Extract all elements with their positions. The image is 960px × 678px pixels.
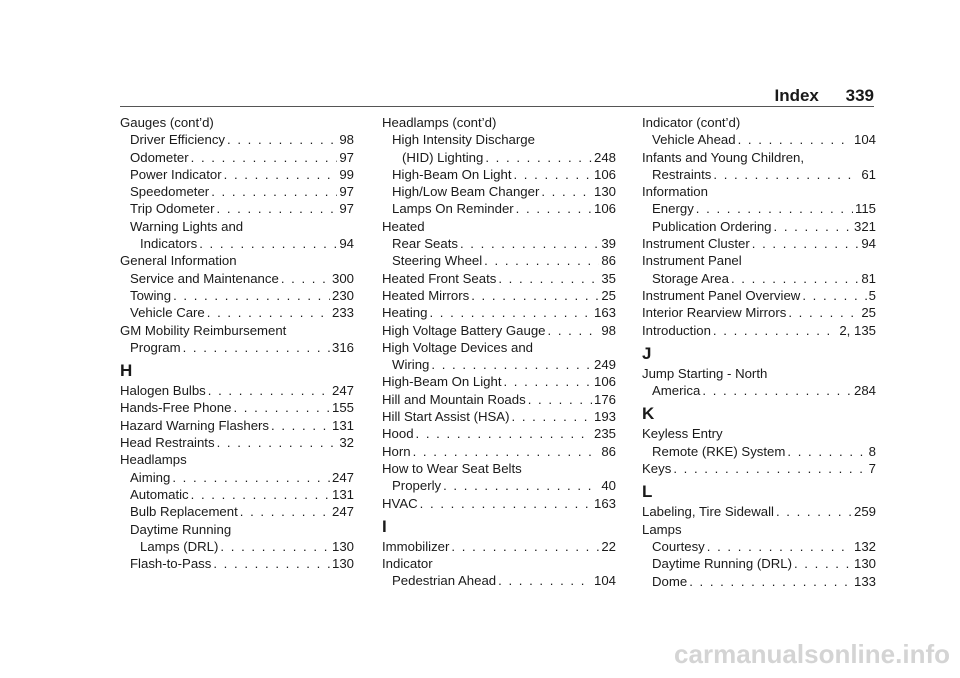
entry-page-number: 106 <box>593 374 616 390</box>
dot-leader <box>233 399 330 416</box>
entry-text: Immobilizer <box>382 538 450 554</box>
index-entry <box>382 322 616 339</box>
entry-page-number: 98 <box>339 132 354 148</box>
entry-text: Lamps <box>642 521 682 537</box>
entry-text: Indicators <box>140 236 198 252</box>
page-title: Index <box>774 86 819 105</box>
dot-leader <box>702 382 852 399</box>
entry-text: Power Indicator <box>130 166 222 182</box>
index-entry <box>642 131 876 148</box>
entry-text: High-Beam On Light <box>382 374 502 390</box>
index-entry <box>120 252 354 269</box>
entry-page-number: 94 <box>339 236 354 252</box>
entry-text: Odometer <box>130 149 189 165</box>
entry-page-number: 39 <box>601 236 616 252</box>
entry-page-number: 99 <box>339 166 354 182</box>
entry-text: Dome <box>652 573 688 589</box>
entry-page-number: 235 <box>593 426 616 442</box>
entry-page-number: 97 <box>339 149 354 165</box>
index-entry <box>382 408 616 425</box>
entry-text: Headlamps (cont’d) <box>382 115 497 130</box>
entry-text: Flash-to-Pass <box>130 556 212 572</box>
entry-text: Properly <box>392 478 442 494</box>
index-entry <box>120 417 354 434</box>
entry-text: Courtesy <box>652 538 705 554</box>
entry-page-number: 115 <box>854 201 876 217</box>
entry-text: High/Low Beam Changer <box>392 184 540 200</box>
index-entry <box>642 573 876 590</box>
index-entry <box>382 252 616 269</box>
dot-leader <box>224 166 338 183</box>
index-entry <box>642 538 876 555</box>
index-entry <box>120 521 354 538</box>
entry-text: Horn <box>382 443 411 459</box>
entry-text: Remote (RKE) System <box>652 443 786 459</box>
index-entry <box>642 443 876 460</box>
dot-leader <box>528 391 592 408</box>
entry-text: Rear Seats <box>392 236 458 252</box>
entry-page-number: 321 <box>853 218 876 234</box>
page-number: 339 <box>845 86 874 105</box>
entry-text: Program <box>130 339 181 355</box>
entry-text: Headlamps <box>120 452 187 468</box>
dot-leader <box>173 287 330 304</box>
entry-text: Energy <box>652 201 694 217</box>
index-entry <box>382 200 616 217</box>
dot-leader <box>429 304 592 321</box>
index-entry <box>642 365 876 382</box>
entry-page-number: 131 <box>331 417 354 433</box>
entry-text: GM Mobility Reimbursement <box>120 322 287 338</box>
index-entry <box>382 166 616 183</box>
dot-leader <box>451 538 599 555</box>
entry-text: Halogen Bulbs <box>120 383 206 399</box>
index-entry <box>120 451 354 468</box>
dot-leader <box>191 486 330 503</box>
dot-leader <box>484 252 599 269</box>
entry-page-number: 259 <box>853 504 876 520</box>
index-entry <box>382 443 616 460</box>
index-entry <box>120 538 354 555</box>
entry-text: Heated Front Seats <box>382 270 497 286</box>
entry-text: Lamps On Reminder <box>392 201 514 217</box>
dot-leader <box>217 434 338 451</box>
index-column-2 <box>382 114 616 590</box>
index-entry <box>382 538 616 555</box>
entry-text: Hill Start Assist (HSA) <box>382 409 510 425</box>
entry-text: Towing <box>130 287 172 303</box>
index-entry <box>382 131 616 148</box>
entry-page-number: 5 <box>868 287 876 303</box>
entry-page-number: 247 <box>331 504 354 520</box>
entry-text: Interior Rearview Mirrors <box>642 305 787 321</box>
entry-page-number: 32 <box>339 435 354 451</box>
entry-page-number: 130 <box>853 556 876 572</box>
entry-page-number: 2, 135 <box>839 322 876 338</box>
index-entry <box>382 218 616 235</box>
index-entry <box>120 200 354 217</box>
dot-leader <box>281 270 330 287</box>
section-letter: H <box>120 361 133 381</box>
entry-text: (HID) Lighting <box>402 149 484 165</box>
entry-text: Speedometer <box>130 184 210 200</box>
index-entry <box>120 287 354 304</box>
entry-text: Daytime Running (DRL) <box>652 556 792 572</box>
entry-text: Vehicle Care <box>130 305 205 321</box>
entry-text: How to Wear Seat Belts <box>382 460 522 476</box>
entry-text: America <box>652 383 701 399</box>
dot-leader <box>776 503 852 520</box>
entry-page-number: 22 <box>601 538 616 554</box>
dot-leader <box>443 477 599 494</box>
entry-page-number: 25 <box>861 305 876 321</box>
entry-page-number: 155 <box>331 400 354 416</box>
watermark: carmanualsonline.info <box>674 639 950 669</box>
entry-text: Aiming <box>130 469 171 485</box>
index-entry <box>642 521 876 538</box>
entry-page-number: 94 <box>861 236 876 252</box>
index-entry <box>120 235 354 252</box>
entry-page-number: 81 <box>861 270 876 286</box>
dot-leader <box>731 270 859 287</box>
entry-page-number: 132 <box>853 538 876 554</box>
entry-page-number: 25 <box>601 287 616 303</box>
entry-text: Labeling, Tire Sidewall <box>642 504 774 520</box>
entry-text: Keys <box>642 461 672 477</box>
index-entry <box>382 373 616 390</box>
dot-leader <box>802 287 866 304</box>
index-entry <box>120 183 354 200</box>
index-entry <box>382 270 616 287</box>
entry-page-number: 106 <box>593 201 616 217</box>
entry-page-number: 7 <box>868 461 876 477</box>
entry-text: Driver Efficiency <box>130 132 226 148</box>
entry-page-number: 8 <box>868 443 876 459</box>
entry-page-number: 316 <box>331 339 354 355</box>
index-entry <box>120 399 354 416</box>
entry-text: Infants and Young Children, <box>642 149 805 165</box>
entry-text: Warning Lights and <box>130 218 244 234</box>
dot-leader <box>217 200 338 217</box>
index-entry <box>382 114 616 131</box>
section-letter: I <box>382 516 387 536</box>
index-entry <box>382 304 616 321</box>
dot-leader <box>503 373 592 390</box>
index-entry <box>120 304 354 321</box>
index-entry <box>382 391 616 408</box>
entry-text: Information <box>642 184 708 200</box>
dot-leader <box>191 149 338 166</box>
entry-text: Hands-Free Phone <box>120 400 232 416</box>
index-entry <box>642 503 876 520</box>
dot-leader <box>220 538 330 555</box>
index-entry <box>642 304 876 321</box>
dot-leader <box>485 149 592 166</box>
entry-text: Indicator <box>382 556 433 572</box>
dot-leader <box>183 339 330 356</box>
entry-page-number: 97 <box>339 201 354 217</box>
index-entry <box>120 486 354 503</box>
entry-text: Pedestrian Ahead <box>392 573 497 589</box>
section-letter: L <box>642 482 653 502</box>
dot-leader <box>413 443 600 460</box>
dot-leader <box>240 503 330 520</box>
index-entry <box>642 252 876 269</box>
dot-leader <box>548 322 600 339</box>
entry-text: High Intensity Discharge <box>392 132 535 148</box>
dot-leader <box>794 555 852 572</box>
entry-page-number: 230 <box>331 287 354 303</box>
page-header <box>774 86 874 106</box>
index-entry <box>642 270 876 287</box>
entry-text: Lamps (DRL) <box>140 538 219 554</box>
dot-leader <box>512 408 592 425</box>
dot-leader <box>471 287 599 304</box>
dot-leader <box>516 200 592 217</box>
dot-leader <box>213 555 330 572</box>
entry-page-number: 35 <box>601 270 616 286</box>
index-entry <box>642 287 876 304</box>
dot-leader <box>788 304 859 321</box>
index-entry <box>382 460 616 477</box>
entry-page-number: 98 <box>601 322 616 338</box>
index-entry <box>382 572 616 589</box>
entry-page-number: 300 <box>331 270 354 286</box>
entry-text: Instrument Cluster <box>642 236 750 252</box>
entry-text: Daytime Running <box>130 521 232 537</box>
dot-leader <box>673 460 866 477</box>
index-entry <box>382 183 616 200</box>
index-entry <box>642 166 876 183</box>
index-entry <box>642 235 876 252</box>
dot-leader <box>207 304 330 321</box>
entry-text: Indicator (cont’d) <box>642 115 741 130</box>
entry-text: Jump Starting - North <box>642 365 768 381</box>
dot-leader <box>738 131 852 148</box>
index-entry <box>382 235 616 252</box>
dot-leader <box>787 443 866 460</box>
entry-page-number: 163 <box>593 495 616 511</box>
entry-page-number: 86 <box>601 443 616 459</box>
dot-leader <box>420 495 592 512</box>
dot-leader <box>713 166 859 183</box>
index-column-3 <box>642 114 876 590</box>
entry-text: Heated <box>382 218 425 234</box>
entry-text: Steering Wheel <box>392 253 483 269</box>
entry-page-number: 130 <box>331 556 354 572</box>
dot-leader <box>498 572 592 589</box>
index-entry <box>382 495 616 512</box>
index-entry <box>120 149 354 166</box>
entry-text: Hazard Warning Flashers <box>120 417 270 433</box>
index-entry <box>120 382 354 399</box>
entry-text: Keyless Entry <box>642 426 723 442</box>
dot-leader <box>696 200 853 217</box>
entry-text: HVAC <box>382 495 418 511</box>
index-entry <box>642 425 876 442</box>
dot-leader <box>431 356 592 373</box>
entry-text: Publication Ordering <box>652 218 772 234</box>
entry-text: Vehicle Ahead <box>652 132 736 148</box>
entry-page-number: 133 <box>853 573 876 589</box>
entry-page-number: 130 <box>331 538 354 554</box>
index-entry <box>120 114 354 131</box>
entry-text: Head Restraints <box>120 435 215 451</box>
section-letter: K <box>642 404 655 424</box>
entry-text: Automatic <box>130 486 189 502</box>
dot-leader <box>513 166 592 183</box>
index-entry <box>382 287 616 304</box>
entry-text: General Information <box>120 253 237 269</box>
dot-leader <box>689 573 852 590</box>
dot-leader <box>208 382 330 399</box>
index-entry <box>642 382 876 399</box>
index-entry <box>642 149 876 166</box>
dot-leader <box>211 183 337 200</box>
entry-text: Instrument Panel Overview <box>642 287 801 303</box>
index-entry <box>120 131 354 148</box>
index-entry <box>382 356 616 373</box>
dot-leader <box>199 235 337 252</box>
index-entry <box>642 322 876 339</box>
entry-page-number: 104 <box>853 132 876 148</box>
index-entry <box>120 503 354 520</box>
dot-leader <box>172 469 330 486</box>
entry-page-number: 97 <box>339 184 354 200</box>
index-entry <box>382 555 616 572</box>
entry-text: Hood <box>382 426 414 442</box>
dot-leader <box>271 417 330 434</box>
index-entry <box>642 200 876 217</box>
entry-text: Instrument Panel <box>642 253 742 269</box>
entry-text: High-Beam On Light <box>392 166 512 182</box>
index-entry <box>120 322 354 339</box>
index-entry <box>120 469 354 486</box>
entry-text: Bulb Replacement <box>130 504 238 520</box>
index-entry <box>642 460 876 477</box>
entry-text: Trip Odometer <box>130 201 215 217</box>
entry-text: Restraints <box>652 166 712 182</box>
entry-text: Hill and Mountain Roads <box>382 391 526 407</box>
entry-text: Introduction <box>642 322 711 338</box>
index-entry <box>382 149 616 166</box>
dot-leader <box>707 538 852 555</box>
dot-leader <box>498 270 599 287</box>
dot-leader <box>541 183 592 200</box>
index-entry <box>120 434 354 451</box>
dot-leader <box>713 322 837 339</box>
entry-text: High Voltage Devices and <box>382 339 534 355</box>
entry-page-number: 233 <box>331 305 354 321</box>
index-entry <box>382 339 616 356</box>
index-entry <box>642 114 876 131</box>
index-entry <box>120 166 354 183</box>
entry-page-number: 248 <box>593 149 616 165</box>
index-entry <box>642 218 876 235</box>
entry-page-number: 40 <box>601 478 616 494</box>
entry-text: Wiring <box>392 357 430 373</box>
entry-text: Heating <box>382 305 428 321</box>
index-entry <box>382 477 616 494</box>
index-entry <box>120 270 354 287</box>
entry-page-number: 86 <box>601 253 616 269</box>
dot-leader <box>774 218 852 235</box>
dot-leader <box>752 235 860 252</box>
dot-leader <box>416 425 592 442</box>
header-rule <box>120 106 874 107</box>
index-entry <box>120 339 354 356</box>
entry-page-number: 104 <box>593 573 616 589</box>
entry-text: Storage Area <box>652 270 729 286</box>
entry-page-number: 130 <box>593 184 616 200</box>
index-entry <box>642 555 876 572</box>
index-entry <box>382 425 616 442</box>
entry-page-number: 106 <box>593 166 616 182</box>
section-letter: J <box>642 343 652 363</box>
entry-page-number: 193 <box>593 409 616 425</box>
entry-text: Service and Maintenance <box>130 270 279 286</box>
index-entry <box>642 183 876 200</box>
entry-text: Gauges (cont’d) <box>120 115 214 130</box>
index-column-1 <box>120 114 354 572</box>
entry-page-number: 247 <box>331 383 354 399</box>
entry-page-number: 163 <box>593 305 616 321</box>
index-entry <box>120 218 354 235</box>
entry-text: Heated Mirrors <box>382 287 470 303</box>
dot-leader <box>460 235 599 252</box>
entry-page-number: 61 <box>861 166 876 182</box>
index-entry <box>120 555 354 572</box>
entry-page-number: 247 <box>331 469 354 485</box>
entry-page-number: 284 <box>853 383 876 399</box>
entry-text: High Voltage Battery Gauge <box>382 322 546 338</box>
entry-page-number: 131 <box>331 486 354 502</box>
dot-leader <box>227 131 337 148</box>
entry-page-number: 176 <box>593 391 616 407</box>
entry-page-number: 249 <box>593 357 616 373</box>
